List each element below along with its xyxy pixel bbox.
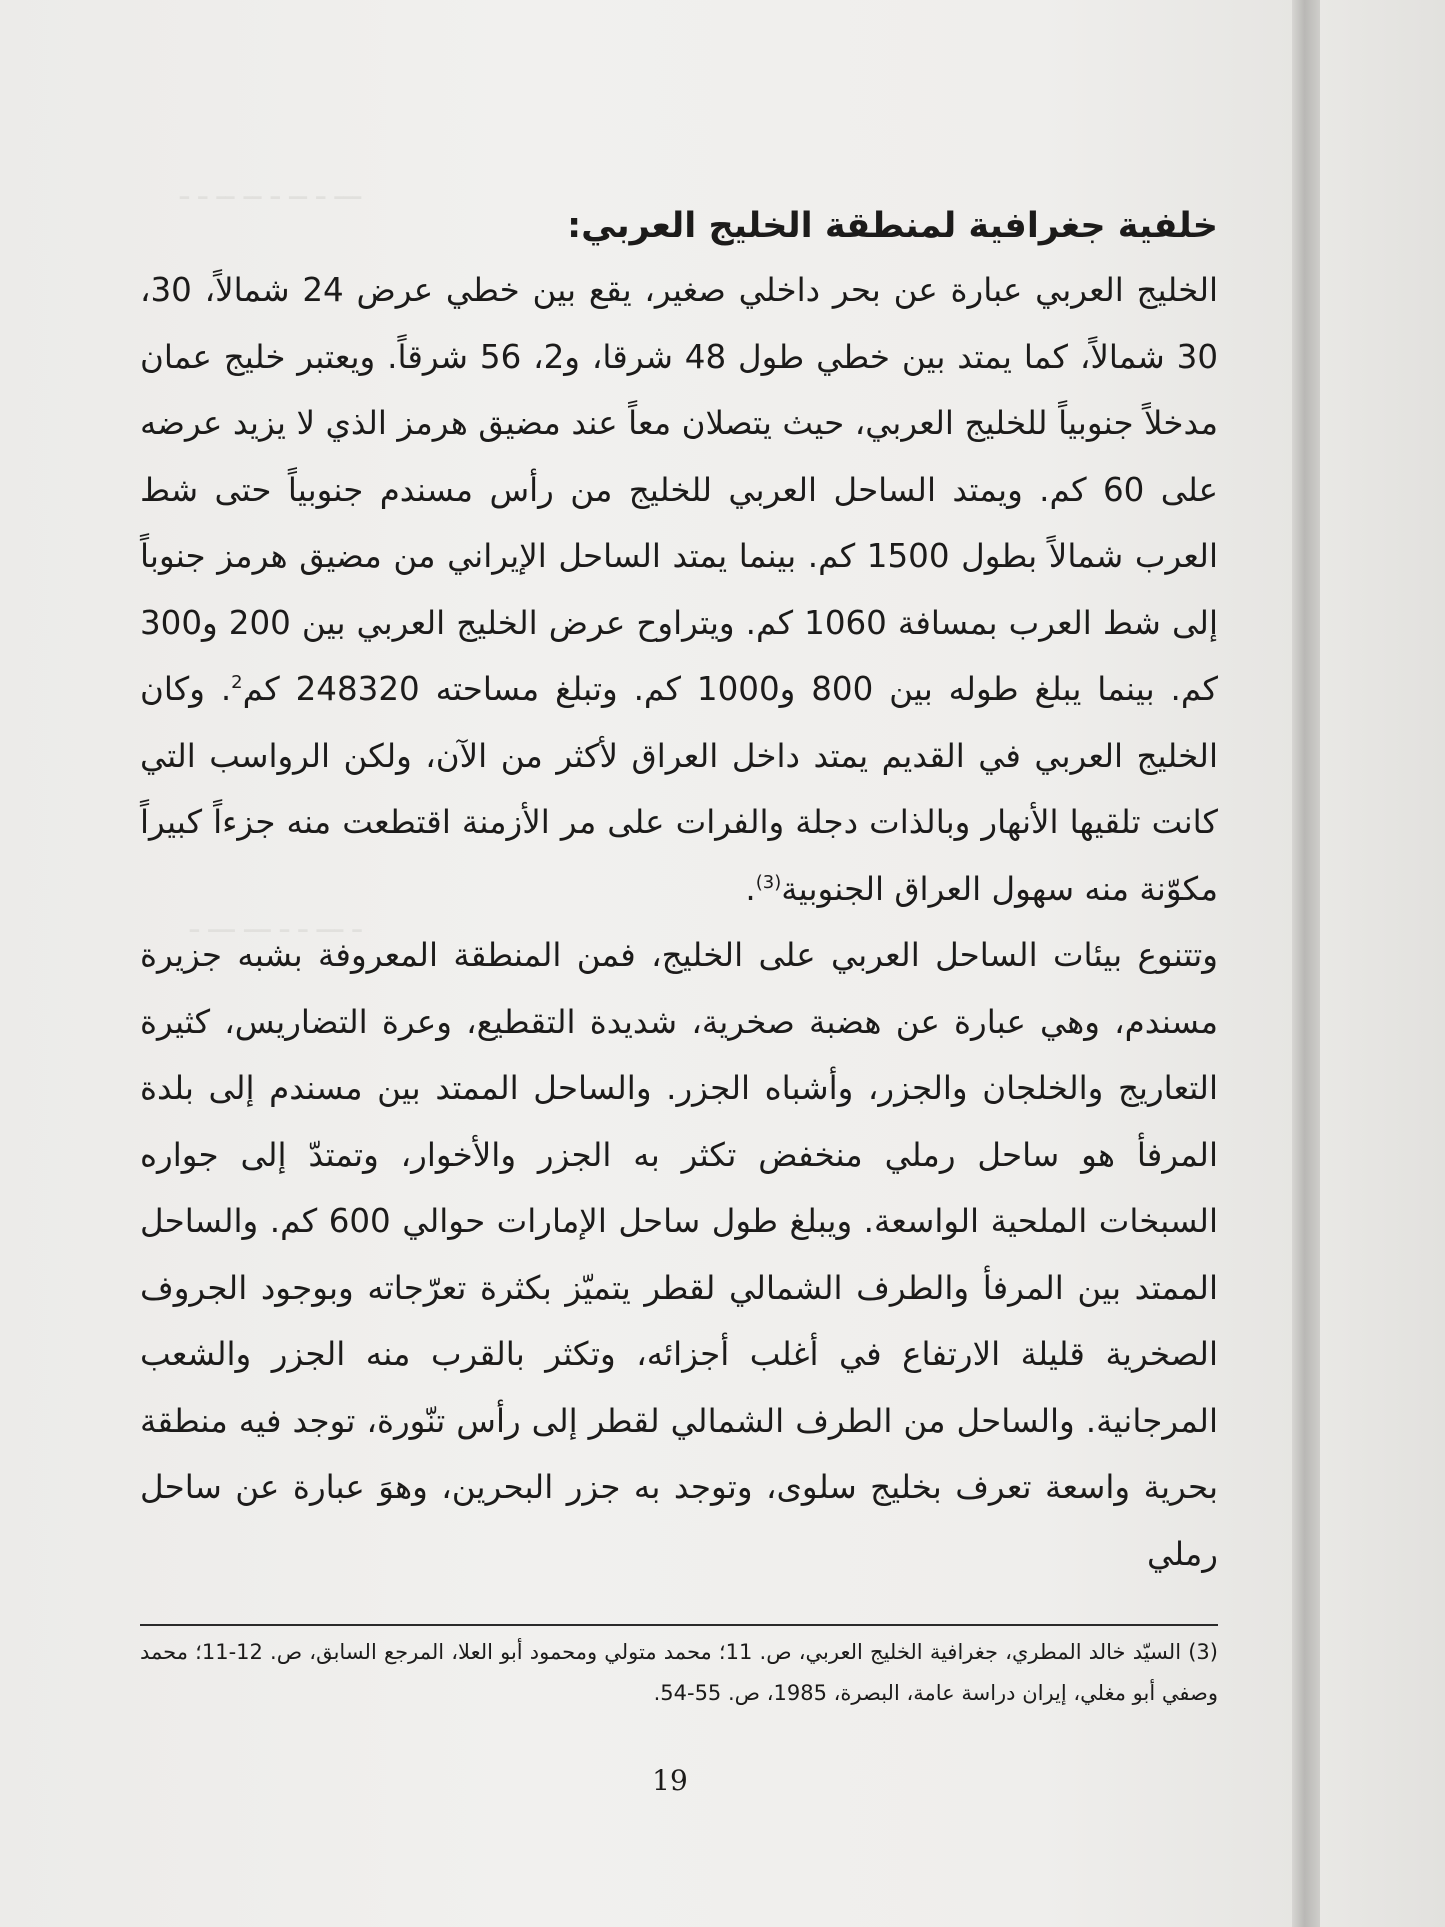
- footnote: (3) السيّد خالد المطري، جغرافية الخليج العربي، ص. 11؛ محمد متولي ومحمود أبو العلا، المرجع السابق، ص. 12-11؛ محمد وصفي أبو مغلي، إيران دراسة عامة، البصرة، 1985، ص. 55-54.: [140, 1640, 1218, 1705]
- footnote-divider: [140, 1624, 1218, 1626]
- paragraph-geography: [140, 257, 1218, 922]
- paragraph-coast-environments: وتتنوع بيئات الساحل العربي على الخليج، فمن المنطقة المعروفة بشبه جزيرة مسندم، وهي عبارة عن هضبة صخرية، شديدة التقطيع، وعرة التضاريس، كثيرة التعاريج والخلجان والجزر، وأشباه الجزر. والساحل الممتد بين مسندم إلى بلدة المرفأ هو ساحل رملي منخفض تكثر به الجزر والأخوار، وتمتدّ إلى جواره السبخات الملحية الواسعة. ويبلغ طول ساحل الإمارات حوالي 600 كم. والساحل الممتد بين المرفأ والطرف الشمالي لقطر يتميّز بكثرة تعرّجاته وبوجود الجروف الصخرية قليلة الارتفاع في أغلب أجزائه، وتكثر بالقرب منه الجزر والشعب المرجانية. والساحل من الطرف الشمالي لقطر إلى رأس تنّورة، توجد فيه منطقة بحرية واسعة تعرف بخليج سلوى، وتوجد به جزر البحرين، وهوَ عبارة عن ساحل رملي: [140, 936, 1218, 1573]
- section-heading: خلفية جغرافية لمنطقة الخليج العربي:: [567, 206, 1218, 246]
- bleed-through-text: ـــ ـ ــ ـ ــ ــ ـ ـ: [180, 172, 362, 207]
- page-number: 19: [652, 1764, 688, 1797]
- area-superscript: 2: [231, 672, 243, 694]
- paragraph-end: .: [745, 869, 756, 908]
- next-page-edge: [1320, 0, 1445, 1927]
- paragraph-text: الخليج العربي عبارة عن بحر داخلي صغير، يقع بين خطي عرض 24 شمالاً، 30، 30 شمالاً، كما يمتد بين خطي طول 48 شرقا، و2، 56 شرقاً. ويعتبر خليج عمان مدخلاً جنوبياً للخليج العربي، حيث يتصلان معاً عند مضيق هرمز الذي لا يزيد عرضه على 60 كم. ويمتد الساحل العربي للخليج من رأس مسندم جنوبياً حتى شط العرب شمالاً بطول 1500 كم. بينما يمتد الساحل الإيراني من مضيق هرمز جنوباً إلى شط العرب بمسافة 1060 كم. ويتراوح عرض الخليج العربي بين 200 و300 كم. بينما يبلغ طوله بين 800 و1000 كم. وتبلغ مساحته 248320 كم: [140, 271, 1219, 708]
- main-text: [140, 195, 1218, 1587]
- bleed-through-text: ـ ـــ ـ ـ ـــ ـــ ـ: [190, 905, 362, 940]
- paragraph-text-continued: . وكان الخليج العربي في القديم يمتد داخل العراق لأكثر من الآن، ولكن الرواسب التي كانت تلقيها الأنهار وبالذات دجلة والفرات على مر الأزمنة اقتطعت منه جزءاً كبيراً مكوّنة منه سهول العراق الجنوبية: [140, 670, 1218, 908]
- footnote-reference: (3): [755, 871, 782, 893]
- book-gutter: [1292, 0, 1320, 1927]
